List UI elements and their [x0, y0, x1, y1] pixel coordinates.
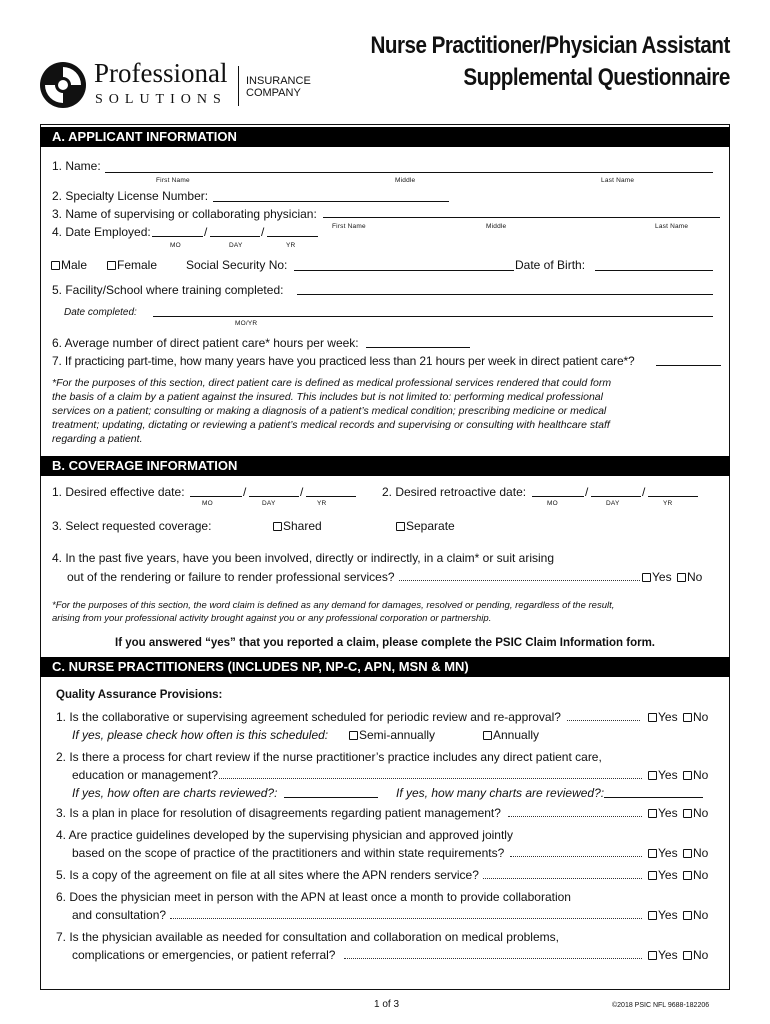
c-q5-yes-checkbox[interactable]	[648, 871, 657, 880]
annually-option[interactable]	[483, 728, 539, 742]
semi-annually-label: Semi-annually	[359, 728, 436, 742]
retro-day[interactable]	[591, 496, 641, 497]
effective-yr-caption: YR	[317, 500, 327, 507]
section-b-heading: B. COVERAGE INFORMATION	[40, 456, 730, 476]
dob-field[interactable]	[595, 270, 713, 271]
section-a-footnote-3: services on a patient; consulting or making a diagnosis of a patient’s medical condition; prescribing medicine or medical	[52, 405, 607, 417]
leader-dots	[344, 958, 642, 959]
mo-caption: MO	[170, 242, 181, 249]
c-q5-no[interactable]	[683, 868, 708, 882]
c-q2-line2: education or management?	[72, 768, 219, 782]
c-q3-no[interactable]	[683, 806, 708, 820]
c-q2-line1: 2. Is there a process for chart review if the nurse practitioner’s practice includes any direct patient care,	[56, 750, 602, 764]
specialty-field[interactable]	[213, 201, 449, 202]
slash: /	[261, 225, 265, 239]
c-q4-line2: based on the scope of practice of the practitioners and within state requirements?	[72, 846, 505, 860]
c-q6-no[interactable]	[683, 908, 708, 922]
c-q1-yes[interactable]	[648, 710, 678, 724]
no-label: No	[687, 570, 703, 584]
shared-option[interactable]	[273, 519, 322, 533]
separate-option[interactable]	[396, 519, 455, 533]
retro-date-label: 2. Desired retroactive date:	[382, 485, 527, 499]
retro-yr-caption: YR	[663, 500, 673, 507]
facility-field[interactable]	[297, 294, 713, 295]
form-code: ©2018 PSIC NFL 9688-182206	[612, 1002, 710, 1009]
yes-label: Yes	[658, 908, 678, 922]
ssn-field[interactable]	[294, 270, 514, 271]
retro-mo-caption: MO	[547, 500, 558, 507]
date-employed-yr[interactable]	[267, 236, 318, 237]
qa-heading: Quality Assurance Provisions:	[56, 689, 223, 701]
slash: /	[642, 485, 646, 499]
c-q6-line2: and consultation?	[72, 908, 167, 922]
c-q7-line2: complications or emergencies, or patient referral?	[72, 948, 336, 962]
retro-mo[interactable]	[532, 496, 584, 497]
effective-day-caption: DAY	[262, 500, 276, 507]
c-q3-yes-checkbox[interactable]	[648, 809, 657, 818]
c-q1-sub: If yes, please check how often is this scheduled:	[72, 728, 329, 742]
c-q6-no-checkbox[interactable]	[683, 911, 692, 920]
date-completed-label: Date completed:	[64, 307, 137, 318]
claim-yes-checkbox[interactable]	[642, 573, 651, 582]
female-label: Female	[117, 258, 158, 272]
company-line1: INSURANCE	[246, 75, 311, 87]
charts-frequency-field[interactable]	[284, 797, 378, 798]
leader-dots	[510, 856, 642, 857]
leader-dots	[219, 778, 642, 779]
yes-label: Yes	[658, 948, 678, 962]
no-label: No	[693, 908, 709, 922]
date-completed-field[interactable]	[153, 316, 713, 317]
c-q1-no-checkbox[interactable]	[683, 713, 692, 722]
q6-label: 6. Average number of direct patient care* hours per week:	[52, 336, 359, 350]
male-option[interactable]	[51, 258, 87, 272]
effective-date-label: 1. Desired effective date:	[52, 485, 185, 499]
shared-checkbox[interactable]	[273, 522, 282, 531]
logo	[38, 60, 328, 112]
effective-mo-caption: MO	[202, 500, 213, 507]
no-label: No	[693, 768, 709, 782]
c-q6-yes-checkbox[interactable]	[648, 911, 657, 920]
logo-divider	[238, 66, 239, 106]
date-employed-label: 4. Date Employed:	[52, 225, 151, 239]
c-q7-yes[interactable]	[648, 948, 678, 962]
claim-yes-option[interactable]	[642, 570, 672, 584]
leader-dots	[170, 918, 642, 919]
section-b-footnote-1: *For the purposes of this section, the word claim is defined as any demand for damages, resolved or pending, regardless of the result,	[52, 600, 615, 611]
sup-middle-caption: Middle	[486, 223, 507, 230]
slash: /	[204, 225, 208, 239]
c-q2-sub1: If yes, how often are charts reviewed?:	[72, 786, 278, 800]
c-q7-yes-checkbox[interactable]	[648, 951, 657, 960]
c-q1-yes-checkbox[interactable]	[648, 713, 657, 722]
no-label: No	[693, 710, 709, 724]
no-label: No	[693, 846, 709, 860]
semi-annually-checkbox[interactable]	[349, 731, 358, 740]
dob-label: Date of Birth:	[515, 258, 586, 272]
coverage-label: 3. Select requested coverage:	[52, 519, 212, 533]
claim-question-line2: out of the rendering or failure to render professional services?	[67, 570, 395, 584]
q7-field[interactable]	[656, 365, 721, 366]
no-label: No	[693, 948, 709, 962]
brand-top: Professional	[94, 58, 228, 88]
section-a-heading: A. APPLICANT INFORMATION	[40, 127, 730, 147]
no-label: No	[693, 806, 709, 820]
c-q1-no[interactable]	[683, 710, 708, 724]
shared-label: Shared	[283, 519, 322, 533]
ssn-label: Social Security No:	[186, 258, 288, 272]
slash: /	[243, 485, 247, 499]
facility-label: 5. Facility/School where training completed:	[52, 283, 284, 297]
section-c-heading: C. NURSE PRACTITIONERS (INCLUDES NP, NP-C, APN, MSN & MN)	[40, 657, 730, 677]
q6-field[interactable]	[366, 347, 470, 348]
c-q2-no[interactable]	[683, 768, 708, 782]
name-label: 1. Name:	[52, 159, 101, 173]
c-q2-yes[interactable]	[648, 768, 678, 782]
specialty-label: 2. Specialty License Number:	[52, 189, 209, 203]
name-field[interactable]	[105, 172, 713, 173]
c-q2-sub2: If yes, how many charts are reviewed?:	[396, 786, 605, 800]
claim-no-checkbox[interactable]	[677, 573, 686, 582]
yes-label: Yes	[652, 570, 672, 584]
supervising-label: 3. Name of supervising or collaborating physician:	[52, 207, 317, 221]
section-a-footnote-1: *For the purposes of this section, direct patient care is defined as medical professional services rendered that could form	[52, 377, 612, 389]
section-a-footnote-2: the basis of a claim by a patient against the insured. This includes but is not limited to: performing medical professional	[52, 391, 603, 403]
first-name-caption: First Name	[156, 177, 190, 184]
female-option[interactable]	[107, 258, 157, 272]
supervising-field[interactable]	[323, 217, 720, 218]
claim-no-option[interactable]	[677, 570, 702, 584]
section-b-footnote-2: arising from your professional activity brought against you or any professional corporation or partnership.	[52, 613, 492, 624]
yes-label: Yes	[658, 768, 678, 782]
date-employed-mo[interactable]	[152, 236, 203, 237]
separate-label: Separate	[406, 519, 455, 533]
annually-checkbox[interactable]	[483, 731, 492, 740]
charts-count-field[interactable]	[604, 797, 703, 798]
leader-dots	[567, 720, 640, 721]
c-q5-no-checkbox[interactable]	[683, 871, 692, 880]
leader-dots	[508, 816, 642, 817]
c-q4-no-checkbox[interactable]	[683, 849, 692, 858]
yes-label: Yes	[658, 806, 678, 820]
page-title-line2: Supplemental Questionnaire	[463, 64, 730, 91]
semi-annually-option[interactable]	[349, 728, 435, 742]
claim-note: If you answered “yes” that you reported a claim, please complete the PSIC Claim Information form.	[115, 637, 655, 649]
c-q4-line1: 4. Are practice guidelines developed by the supervising physician and approved jointly	[56, 828, 513, 842]
slash: /	[585, 485, 589, 499]
section-a-footnote-5: regarding a patient.	[52, 433, 143, 445]
mo-yr-caption: MO/YR	[235, 320, 258, 327]
sup-last-caption: Last Name	[655, 223, 689, 230]
effective-day[interactable]	[249, 496, 299, 497]
company-line2: COMPANY	[246, 87, 301, 99]
date-employed-day[interactable]	[210, 236, 260, 237]
brand-bottom: SOLUTIONS	[95, 92, 227, 107]
leader-dots	[399, 580, 640, 581]
c-q2-no-checkbox[interactable]	[683, 771, 692, 780]
c-q5: 5. Is a copy of the agreement on file at all sites where the APN renders service?	[56, 868, 479, 882]
effective-yr[interactable]	[306, 496, 356, 497]
male-checkbox[interactable]	[51, 261, 60, 270]
c-q4-yes-checkbox[interactable]	[648, 849, 657, 858]
page-number: 1 of 3	[374, 999, 400, 1010]
day-caption: DAY	[229, 242, 243, 249]
yes-label: Yes	[658, 846, 678, 860]
separate-checkbox[interactable]	[396, 522, 405, 531]
c-q7-no-checkbox[interactable]	[683, 951, 692, 960]
claim-question-line1: 4. In the past five years, have you been involved, directly or indirectly, in a claim* or suit arising	[52, 551, 555, 565]
c-q7-no[interactable]	[683, 948, 708, 962]
yr-caption: YR	[286, 242, 296, 249]
c-q4-no[interactable]	[683, 846, 708, 860]
yes-label: Yes	[658, 868, 678, 882]
logo-mark-icon	[38, 60, 88, 110]
c-q3-yes[interactable]	[648, 806, 678, 820]
slash: /	[300, 485, 304, 499]
last-name-caption: Last Name	[601, 177, 635, 184]
sup-first-caption: First Name	[332, 223, 366, 230]
page-title-line1: Nurse Practitioner/Physician Assistant	[370, 32, 730, 59]
leader-dots	[483, 878, 642, 879]
middle-caption: Middle	[395, 177, 416, 184]
no-label: No	[693, 868, 709, 882]
q7-label: 7. If practicing part-time, how many years have you practiced less than 21 hours per week in direct patient care*?	[52, 354, 635, 368]
retro-yr[interactable]	[648, 496, 698, 497]
male-label: Male	[61, 258, 88, 272]
c-q7-line1: 7. Is the physician available as needed for consultation and collaboration on medical problems,	[56, 930, 559, 944]
c-q6-line1: 6. Does the physician meet in person with the APN at least once a month to provide collaboration	[56, 890, 571, 904]
c-q1: 1. Is the collaborative or supervising agreement scheduled for periodic review and re-approval?	[56, 710, 561, 724]
c-q4-yes[interactable]	[648, 846, 678, 860]
effective-mo[interactable]	[190, 496, 242, 497]
annually-label: Annually	[493, 728, 540, 742]
c-q3: 3. Is a plan in place for resolution of disagreements regarding patient management?	[56, 806, 501, 820]
c-q3-no-checkbox[interactable]	[683, 809, 692, 818]
yes-label: Yes	[658, 710, 678, 724]
c-q2-yes-checkbox[interactable]	[648, 771, 657, 780]
female-checkbox[interactable]	[107, 261, 116, 270]
retro-day-caption: DAY	[606, 500, 620, 507]
c-q5-yes[interactable]	[648, 868, 678, 882]
section-a-footnote-4: treatment; updating, dictating or reviewing a patient’s medical records and supervising or consulting with healthcare staff	[52, 419, 610, 431]
c-q6-yes[interactable]	[648, 908, 678, 922]
